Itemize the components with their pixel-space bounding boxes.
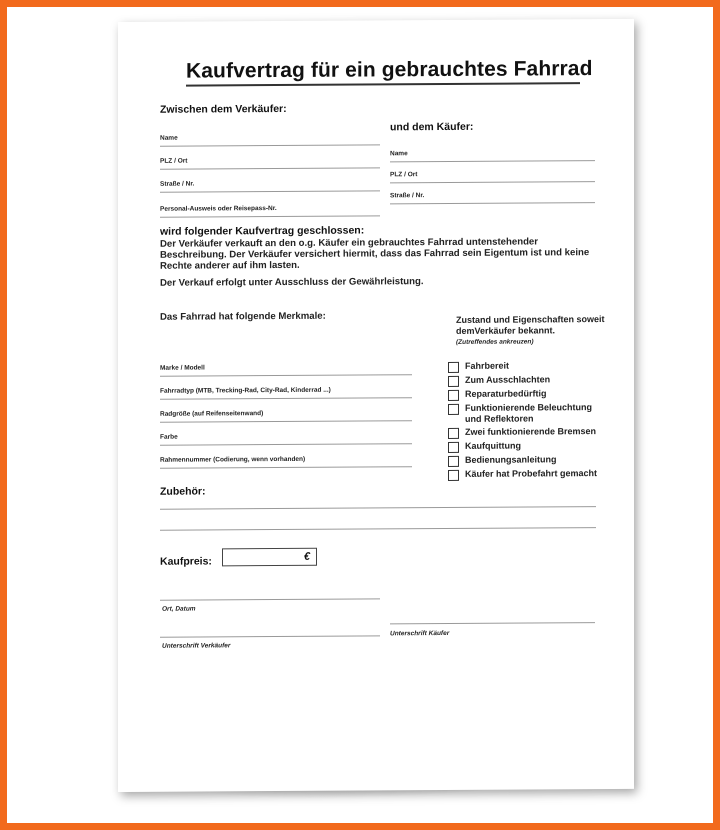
- checkbox[interactable]: [448, 362, 459, 373]
- feature-size-line[interactable]: [160, 420, 412, 423]
- accessories-heading: Zubehör:: [160, 485, 206, 498]
- feature-brand-label: Marke / Modell: [160, 364, 205, 372]
- document-title: Kaufvertrag für ein gebrauchtes Fahrrad: [186, 57, 580, 86]
- buyer-heading: und dem Käufer:: [390, 120, 474, 134]
- checkbox-item[interactable]: Kaufquittung: [448, 440, 638, 453]
- feature-frame-line[interactable]: [160, 466, 412, 469]
- checkbox-item[interactable]: Bedienungsanleitung: [448, 454, 638, 467]
- buyer-name-label: Name: [390, 150, 408, 158]
- condition-note: (Zutreffendes ankreuzen): [456, 338, 534, 346]
- feature-type-label: Fahrradtyp (MTB, Trecking-Rad, City-Rad, Kinderrad ...): [160, 386, 331, 395]
- seller-signature-label: Unterschrift Verkäufer: [162, 642, 231, 650]
- checkbox[interactable]: [448, 376, 459, 387]
- seller-name-line[interactable]: [160, 144, 380, 146]
- seller-signature-line[interactable]: [160, 635, 380, 637]
- checkbox[interactable]: [448, 404, 459, 415]
- feature-color-label: Farbe: [160, 433, 178, 441]
- condition-checklist: [448, 360, 638, 483]
- price-input[interactable]: [222, 548, 317, 567]
- buyer-plz-line[interactable]: [390, 181, 595, 183]
- buyer-name-line[interactable]: [390, 160, 595, 162]
- contract-paragraph-1: Der Verkäufer verkauft an den o.g. Käufer ein gebrauchtes Fahrrad untenstehender Beschreibung. Der Verkäufer versichert hiermit, dass das Fahrrad sein Eigentum ist und keine Rechte anderer auf ihm lasten.: [160, 236, 590, 272]
- contract-paragraph-2: Der Verkauf erfolgt unter Ausschluss der Gewährleistung.: [160, 276, 424, 289]
- checkbox[interactable]: [448, 442, 459, 453]
- checkbox[interactable]: [448, 456, 459, 467]
- checkbox[interactable]: [448, 390, 459, 401]
- checkbox-item[interactable]: Fahrbereit: [448, 360, 638, 373]
- checkbox-item[interactable]: Funktionierende Beleuchtung und Reflektoren: [448, 402, 638, 425]
- seller-id-label: Personal-Ausweis oder Reisepass-Nr.: [160, 205, 277, 213]
- features-heading: Das Fahrrad hat folgende Merkmale:: [160, 310, 326, 323]
- checkbox-item[interactable]: Käufer hat Probefahrt gemacht: [448, 468, 638, 481]
- contract-heading: wird folgender Kaufvertrag geschlossen:: [160, 224, 365, 238]
- condition-heading: Zustand und Eigenschaften soweit demVerkäufer bekannt.: [456, 314, 605, 336]
- contract-sheet: [118, 19, 634, 792]
- checkbox-item[interactable]: Zum Ausschlachten: [448, 374, 638, 387]
- accessories-line-2[interactable]: [160, 527, 596, 531]
- seller-plz-label: PLZ / Ort: [160, 157, 188, 165]
- seller-plz-line[interactable]: [160, 167, 380, 169]
- buyer-street-line[interactable]: [390, 202, 595, 204]
- seller-street-label: Straße / Nr.: [160, 180, 195, 188]
- seller-heading: Zwischen dem Verkäufer:: [160, 102, 287, 116]
- price-label: Kaufpreis:: [160, 555, 212, 568]
- buyer-plz-label: PLZ / Ort: [390, 171, 418, 179]
- feature-brand-line[interactable]: [160, 374, 412, 377]
- place-date-line[interactable]: [160, 598, 380, 600]
- feature-type-line[interactable]: [160, 397, 412, 400]
- buyer-signature-label: Unterschrift Käufer: [390, 629, 450, 638]
- feature-frame-label: Rahmennummer (Codierung, wenn vorhanden): [160, 455, 306, 464]
- seller-street-line[interactable]: [160, 190, 380, 192]
- buyer-signature-line[interactable]: [390, 622, 595, 624]
- feature-color-line[interactable]: [160, 443, 412, 446]
- place-date-label: Ort, Datum: [162, 605, 196, 613]
- euro-symbol: €: [303, 550, 310, 563]
- checkbox-item[interactable]: Reparaturbedürftig: [448, 388, 638, 401]
- checkbox[interactable]: [448, 470, 459, 481]
- seller-id-line[interactable]: [160, 215, 380, 217]
- checkbox[interactable]: [448, 428, 459, 439]
- buyer-street-label: Straße / Nr.: [390, 192, 425, 200]
- checkbox-item[interactable]: Zwei funktionierende Bremsen: [448, 426, 638, 439]
- accessories-line-1[interactable]: [160, 506, 596, 510]
- feature-size-label: Radgröße (auf Reifenseitenwand): [160, 410, 264, 418]
- seller-name-label: Name: [160, 134, 178, 142]
